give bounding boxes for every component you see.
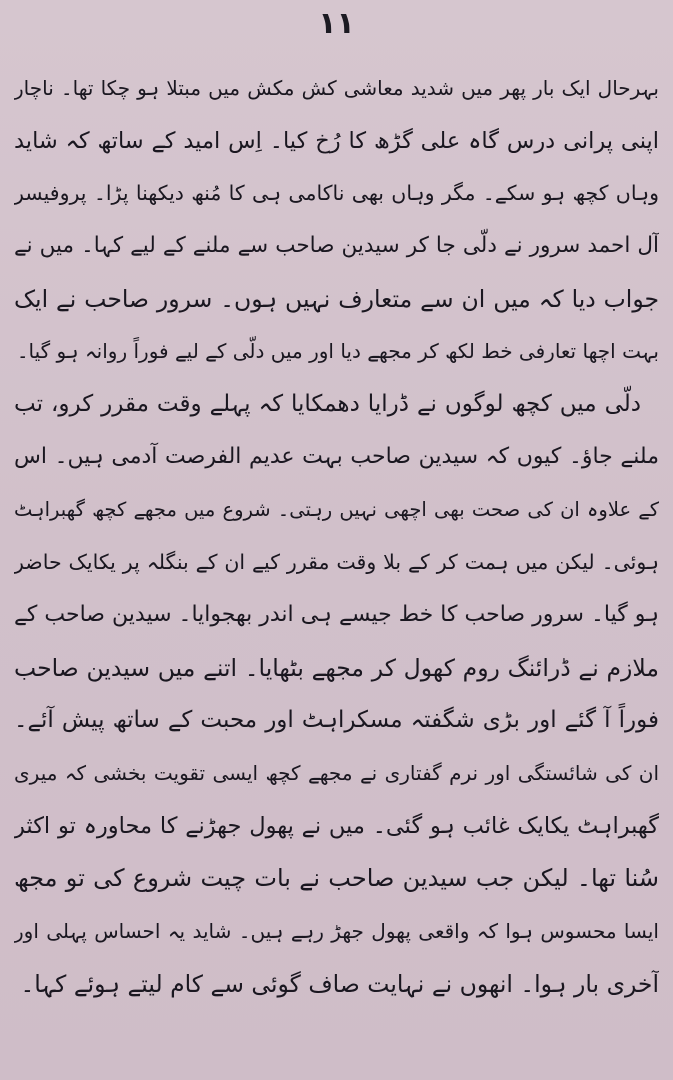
text-line: ان کی شائستگی اور نرم گفتاری نے مجھے کچھ ایسی تقویت بخشی کہ میری (14, 760, 659, 785)
text-line: بہرحال ایک بار پھر میں شدید معاشی کش مکش میں مبتلا ہو چکا تھا۔ ناچار (14, 76, 659, 100)
text-line: آخری بار ہوا۔ انھوں نے نہایت صاف گوئی سے کام لیتے ہوئے کہا۔ (20, 969, 659, 998)
body-text (14, 62, 659, 1010)
text-line: آل احمد سرور نے دلّی جا کر سیدین صاحب سے ملنے کے لیے کہا۔ میں نے (14, 233, 659, 259)
text-line: ملنے جاؤ۔ کیوں کہ سیدین صاحب بہت عدیم الفرصت آدمی ہیں۔ اس (14, 443, 659, 469)
text-line: ہوئی۔ لیکن میں ہمت کر کے بلا وقت مقرر کیے ان کے بنگلہ پر یکایک حاضر (14, 550, 659, 575)
text-line: گھبراہٹ یکایک غائب ہو گئی۔ میں نے پھول جھڑنے کا محاورہ تو اکثر (14, 812, 659, 839)
text-line: فوراً آ گئے اور بڑی شگفتہ مسکراہٹ اور محبت کے ساتھ پیش آئے۔ (14, 707, 659, 734)
text-line: دلّی میں کچھ لوگوں نے ڈرایا دھمکایا کہ پہلے وقت مقرر کرو، تب (14, 391, 641, 418)
text-line: جواب دیا کہ میں ان سے متعارف نہیں ہوں۔ سرور صاحب نے ایک (14, 284, 659, 313)
text-line: ایسا محسوس ہوا کہ واقعی پھول جھڑ رہے ہیں۔ شاید یہ احساس پہلی اور (14, 919, 659, 943)
text-line: ہو گیا۔ سرور صاحب کا خط جیسے ہی اندر بھجوایا۔ سیدین صاحب کے (14, 601, 659, 627)
text-line: سُنا تھا۔ لیکن جب سیدین صاحب نے بات چیت شروع کی تو مجھ (14, 864, 659, 893)
text-line: کے علاوہ ان کی صحت بھی اچھی نہیں رہتی۔ شروع میں مجھے کچھ گھبراہٹ (14, 497, 659, 521)
text-line: وہاں کچھ ہو سکے۔ مگر وہاں بھی ناکامی ہی کا مُنھ دیکھنا پڑا۔ پروفیسر (14, 181, 659, 206)
text-line: بہت اچھا تعارفی خط لکھ کر مجھے دیا اور میں دلّی کے لیے فوراً روانہ ہو گیا۔ (16, 339, 659, 364)
text-line: اپنی پرانی درس گاہ علی گڑھ کا رُخ کیا۔ اِس امید کے ساتھ کہ شاید (14, 127, 659, 154)
page-number: ١١ (318, 6, 355, 41)
text-line: ملازم نے ڈرائنگ روم کھول کر مجھے بٹھایا۔ اتنے میں سیدین صاحب (14, 653, 659, 682)
